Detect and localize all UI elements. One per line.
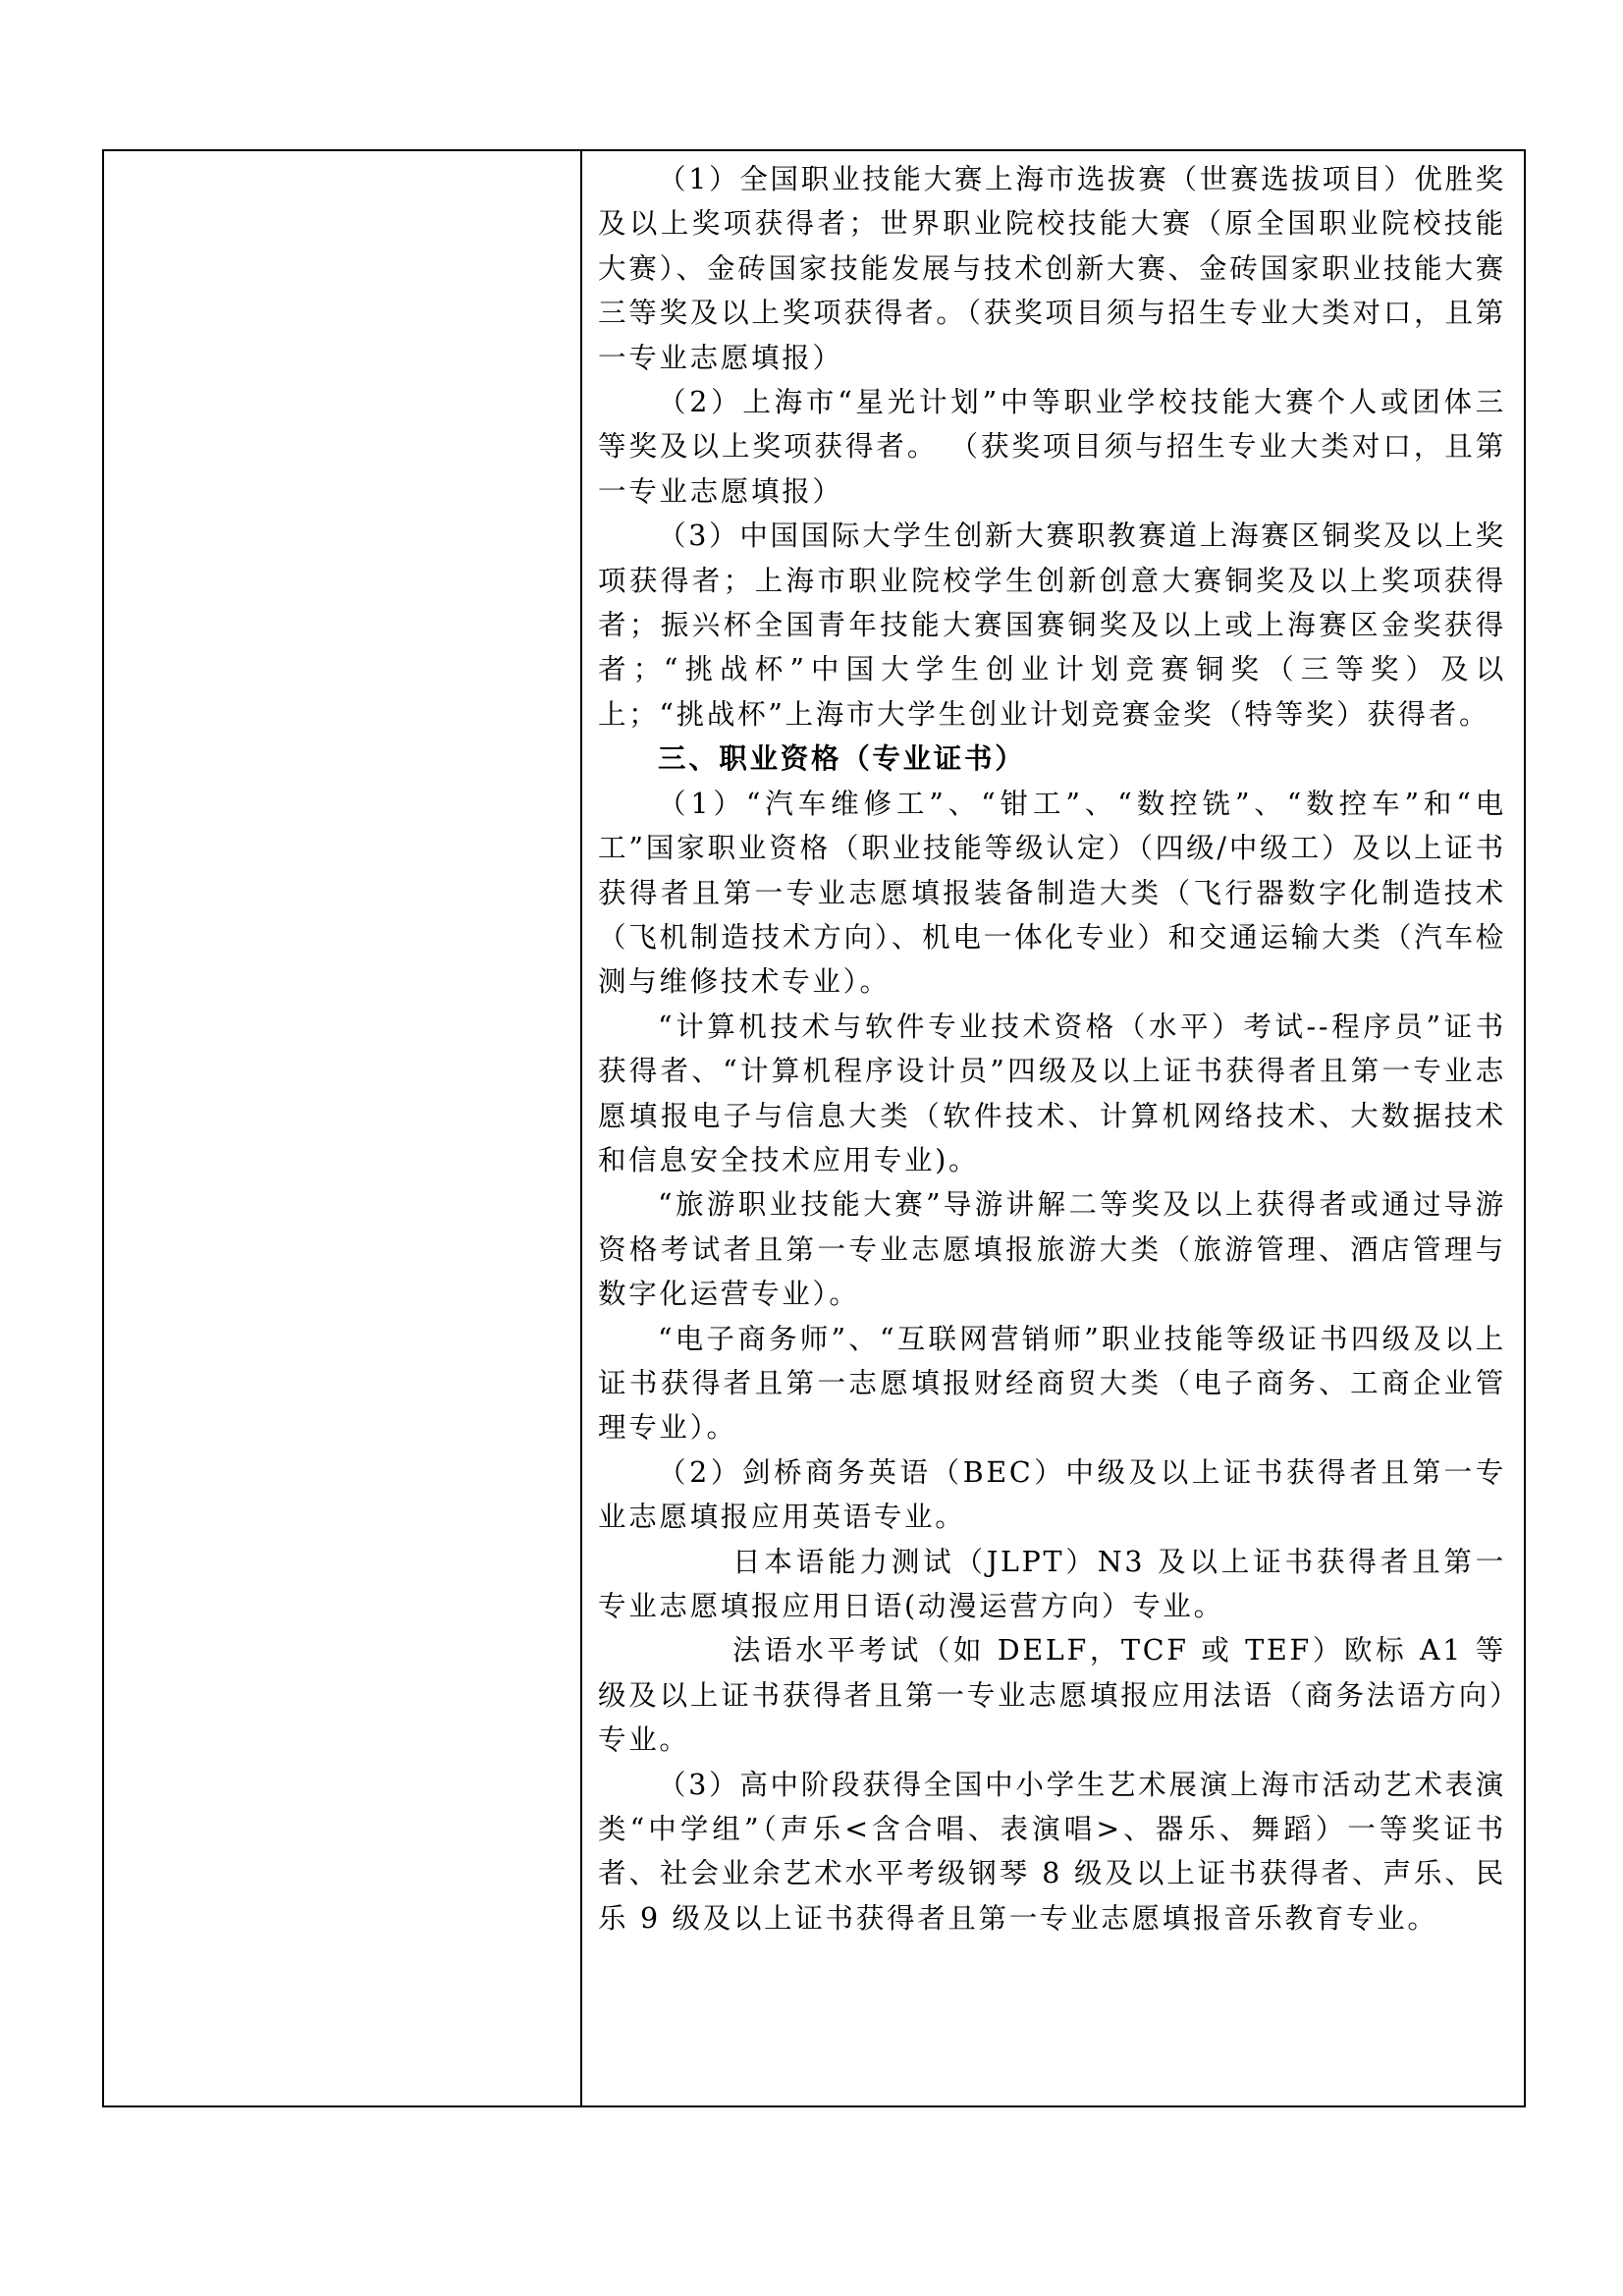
paragraph-award-2: （2）上海市“星光计划”中等职业学校技能大赛个人或团体三等奖及以上奖项获得者。 （获奖项目须与招生专业大类对口，且第一专业志愿填报） — [598, 386, 1506, 508]
table-right-cell — [582, 151, 1524, 2105]
paragraph-award-1: （1）全国职业技能大赛上海市选拔赛（世赛选拔项目）优胜奖及以上奖项获得者；世界职业院校技能大赛（原全国职业院校技能大赛）、金砖国家技能发展与技术创新大赛、金砖国家职业技能大赛三等奖及以上奖项获得者。（获奖项目须与招生专业大类对口，且第一专业志愿填报） — [598, 163, 1506, 374]
paragraph-cert-2-english: （2）剑桥商务英语（BEC）中级及以上证书获得者且第一专业志愿填报应用英语专业。 — [598, 1455, 1506, 1534]
section-heading-qualifications: 三、职业资格（专业证书） — [658, 741, 1026, 776]
paragraph-cert-japanese: 日本语能力测试（JLPT）N3 及以上证书获得者且第一专业志愿填报应用日语(动漫运营方向）专业。 — [598, 1545, 1506, 1622]
paragraph-cert-french: 法语水平考试（如 DELF，TCF 或 TEF）欧标 A1 等级及以上证书获得者且第一专业志愿填报应用法语（商务法语方向）专业。 — [598, 1634, 1506, 1757]
document-table — [102, 149, 1526, 2107]
paragraph-cert-computer: “计算机技术与软件专业技术资格（水平）考试--程序员”证书获得者、“计算机程序设计员”四级及以上证书获得者且第一专业志愿填报电子与信息大类（软件技术、计算机网络技术、大数据技术和信息安全技术应用专业)。 — [598, 1010, 1506, 1176]
paragraph-cert-1: （1）“汽车维修工”、“钳工”、“数控铣”、“数控车”和“电工”国家职业资格（职业技能等级认定）（四级/中级工）及以上证书获得者且第一专业志愿填报装备制造大类（飞行器数字化制造技术（飞机制造技术方向）、机电一体化专业）和交通运输大类（汽车检测与维修技术专业）。 — [598, 787, 1506, 999]
paragraph-cert-3-music: （3）高中阶段获得全国中小学生艺术展演上海市活动艺术表演类“中学组”（声乐<含合唱、表演唱>、器乐、舞蹈）一等奖证书者、社会业余艺术水平考级钢琴 8 级及以上证书获得者、声乐、民乐 9 级及以上证书获得者且第一专业志愿填报音乐教育专业。 — [598, 1768, 1506, 1935]
paragraph-cert-ecommerce: “电子商务师”、“互联网营销师”职业技能等级证书四级及以上证书获得者且第一志愿填报财经商贸大类（电子商务、工商企业管理专业）。 — [598, 1322, 1506, 1445]
paragraph-award-3: （3）中国国际大学生创新大赛职教赛道上海赛区铜奖及以上奖项获得者；上海市职业院校学生创新创意大赛铜奖及以上奖项获得者；振兴杯全国青年技能大赛国赛铜奖及以上或上海赛区金奖获得者；“挑战杯”中国大学生创业计划竞赛铜奖（三等奖）及以上；“挑战杯”上海市大学生创业计划竞赛金奖（特等奖）获得者。 — [598, 519, 1506, 731]
paragraph-cert-tourism: “旅游职业技能大赛”导游讲解二等奖及以上获得者或通过导游资格考试者且第一专业志愿填报旅游大类（旅游管理、酒店管理与数字化运营专业）。 — [598, 1188, 1506, 1311]
table-left-cell — [104, 151, 582, 2105]
